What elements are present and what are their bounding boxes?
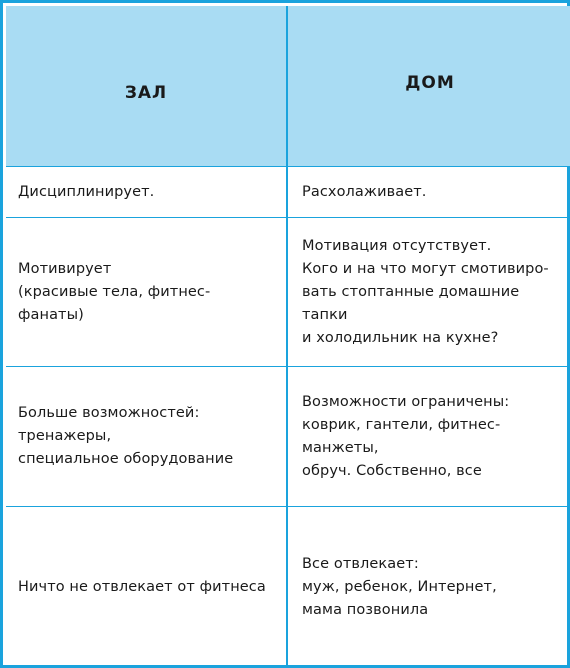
- row-1-gym: [6, 167, 288, 218]
- comparison-table: [6, 6, 570, 668]
- row-4-gym-text: Ничто не отвлекает от фитнеса: [18, 579, 266, 595]
- header-home-label: ДОМ: [405, 72, 455, 93]
- row-1-home: [288, 167, 570, 218]
- row-3-home-text: Возможности ограничены: коврик, гантели, фитнес-манжеты, обруч. Собственно, все: [302, 393, 510, 479]
- row-2-home-text: Мотивация отсутствует. Кого и на что могут смотивиро- вать стоптанные домашние тапки и холодильник на кухне?: [302, 237, 549, 346]
- row-3-gym: [6, 367, 288, 507]
- row-1-gym-text: Дисциплинирует.: [18, 183, 155, 200]
- header-gym: [6, 6, 288, 167]
- row-4-gym: [6, 507, 288, 668]
- row-1-home-text: Расхолаживает.: [302, 183, 427, 200]
- row-2-home: [288, 218, 570, 367]
- row-3-home: [288, 367, 570, 507]
- row-2-gym: [6, 218, 288, 367]
- header-home: [288, 6, 570, 167]
- row-4-home-text: Все отвлекает: муж, ребенок, Интернет, мама позвонила: [302, 556, 497, 618]
- row-4-home: [288, 507, 570, 668]
- row-3-gym-text: Больше возможностей: тренажеры, специальное оборудование: [18, 405, 234, 467]
- header-gym-label: ЗАЛ: [124, 82, 168, 103]
- row-2-gym-text: Мотивирует (красивые тела, фитнес-фанаты): [18, 260, 211, 323]
